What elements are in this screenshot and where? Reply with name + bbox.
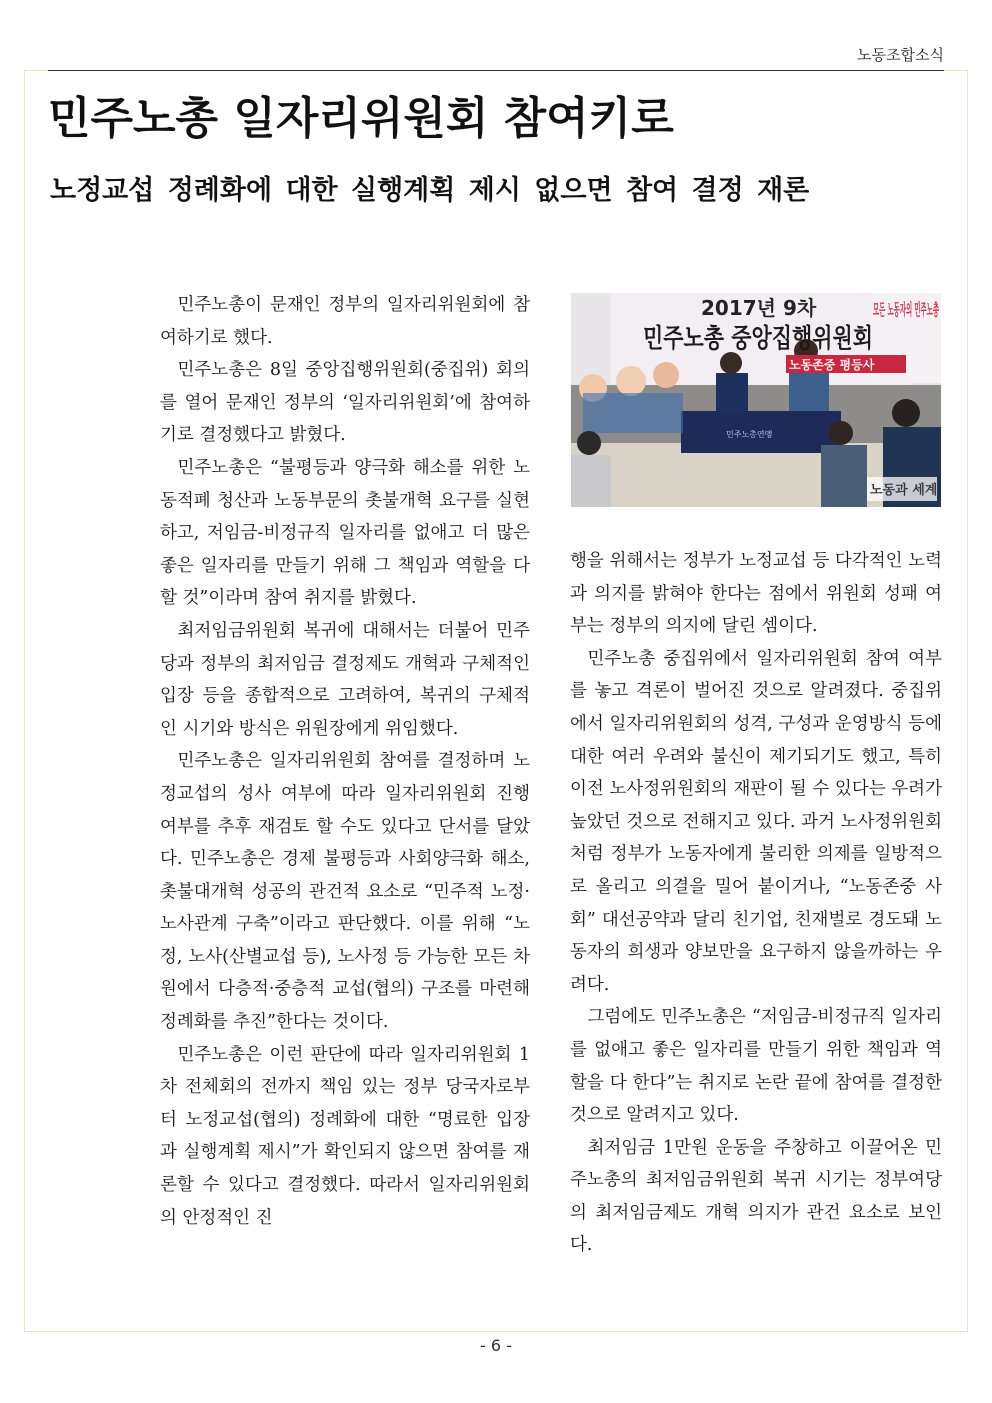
article-title: 민주노총 일자리위원회 참여키로	[48, 93, 674, 144]
section-label: 노동조합소식	[857, 46, 944, 64]
paragraph: 민주노총 중집위에서 일자리위원회 참여 여부를 놓고 격론이 벌어진 것으로 알려졌다. 중집위에서 일자리위원회의 성격, 구성과 운영방식 등에 대한 여러 우려와 불신이 제기되기도 했고, 특히 이전 노사정위원회의 재판이 될 수 있다는 우려가 높았던 것으로 전해지고 있다. 과거 노사정위원회처럼 정부가 노동자에게 불리한 의제를 일방적으로 올리고 의결을 밀어 붙이거나, “노동존중 사회” 대선공약과 달리 친기업, 친재벌로 경도돼 노동자의 희생과 양보만을 요구하지 않을까하는 우려다.	[570, 648, 942, 995]
article-subtitle: 노정교섭 정례화에 대한 실행계획 제시 없으면 참여 결정 재론	[50, 175, 810, 206]
meeting-photo	[571, 293, 941, 507]
banner-sign: 노동존중 평등사	[789, 358, 875, 372]
side-text: 모든 노동자의 민주노총	[873, 300, 940, 319]
photo-watermark: 노동과 세계	[870, 483, 938, 498]
article-column-left	[160, 289, 530, 1234]
paragraph: 민주노총은 8일 중앙집행위원회(중집위) 회의를 열어 문재인 정부의 ‘일자리위원회’에 참여하기로 결정했다고 밝혔다.	[160, 360, 530, 446]
article-photo	[571, 293, 941, 507]
paragraph: 최저임금위원회 복귀에 대해서는 더불어 민주당과 정부의 최저임금 결정제도 개혁과 구체적인 입장 등을 종합적으로 고려하여, 복귀의 구체적인 시기와 방식은 위원장에게 위임했다.	[160, 620, 530, 739]
header-rule	[48, 70, 944, 71]
paragraph: 민주노총은 “불평등과 양극화 해소를 위한 노동적폐 청산과 노동부문의 촛불개혁 요구를 실현하고, 저임금-비정규직 일자리를 없애고 더 많은 좋은 일자리를 만들기 위해 그 책임과 역할을 다할 것”이라며 참여 취지를 밝혔다.	[160, 457, 530, 609]
article-column-right	[570, 545, 942, 1262]
paragraph: 행을 위해서는 정부가 노정교섭 등 다각적인 노력과 의지를 밝혀야 한다는 점에서 위원회 성패 여부는 정부의 의지에 달린 셈이다.	[570, 551, 942, 637]
paragraph: 민주노총이 문재인 정부의 일자리위원회에 참여하기로 했다.	[160, 295, 530, 348]
page-number: - 6 -	[480, 1336, 512, 1355]
table-label: 민주노총연맹	[726, 430, 773, 439]
banner-year: 2017년 9차	[701, 296, 817, 320]
banner-title: 민주노총 중앙집행위원회	[643, 324, 929, 354]
paragraph: 그럼에도 민주노총은 “저임금-비정규직 일자리를 없애고 좋은 일자리를 만들기 위한 책임과 역할을 다 한다”는 취지로 논란 끝에 참여를 결정한 것으로 알려지고 있다.	[570, 1007, 942, 1126]
paragraph: 민주노총은 이런 판단에 따라 일자리위원회 1차 전체회의 전까지 책임 있는 정부 당국자로부터 노정교섭(협의) 정례화에 대한 “명료한 입장과 실행계획 제시”가 확인되지 않으면 참여를 재론할 수 있다고 결정했다. 따라서 일자리위원회의 안정적인 진	[160, 1044, 530, 1228]
paragraph: 민주노총은 일자리위원회 참여를 결정하며 노정교섭의 성사 여부에 따라 일자리위원회 진행 여부를 추후 재검토 할 수도 있다고 단서를 달았다. 민주노총은 경제 불평등과 사회양극화 해소, 촛불대개혁 성공의 관건적 요소로 “민주적 노정·노사관계 구축”이라고 판단했다. 이를 위해 “노정, 노사(산별교섭 등), 노사정 등 가능한 모든 차원에서 다층적·중층적 교섭(협의) 구조를 마련해 정례화를 추진”한다는 것이다.	[160, 751, 530, 1033]
paragraph: 최저임금 1만원 운동을 주창하고 이끌어온 민주노총의 최저임금위원회 복귀 시기는 정부여당의 최저임금제도 개혁 의지가 관건 요소로 보인다.	[570, 1137, 942, 1256]
